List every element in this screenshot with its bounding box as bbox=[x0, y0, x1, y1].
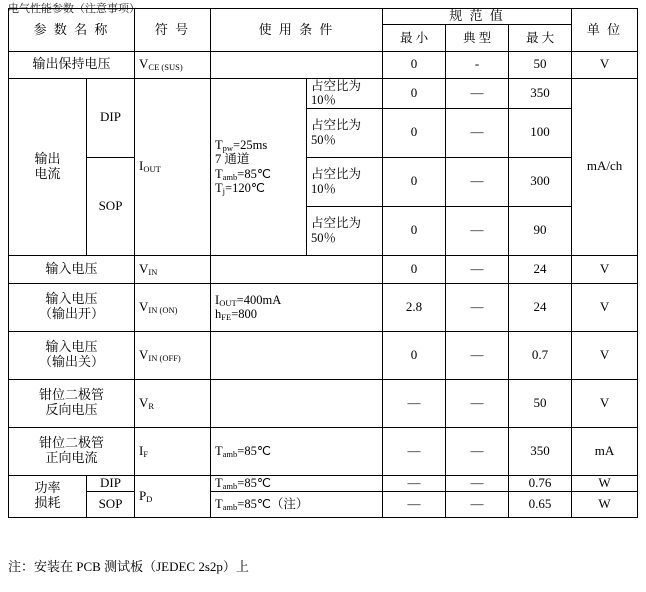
value-max: 90 bbox=[509, 206, 572, 255]
symbol-vce-sus: $V_{CE (SUS)}$ bbox=[135, 51, 211, 78]
table-row bbox=[9, 331, 638, 379]
condition-duty-1: 占空比为 10％ bbox=[307, 78, 383, 108]
header-param-name: 参 数 名 称 bbox=[9, 9, 135, 52]
table-row bbox=[9, 379, 638, 427]
symbol-vin-on: $V_{IN (ON)}$ bbox=[135, 283, 211, 331]
table-row bbox=[9, 283, 638, 331]
value-max: 300 bbox=[509, 157, 572, 206]
value-typ: — bbox=[446, 379, 509, 427]
value-typ: — bbox=[446, 206, 509, 255]
value-unit: V bbox=[572, 379, 638, 427]
value-unit: W bbox=[572, 491, 638, 517]
value-max: 0.65 bbox=[509, 491, 572, 517]
condition-empty bbox=[211, 255, 383, 283]
row-sublabel-dip: DIP bbox=[87, 78, 135, 157]
row-label-output-current: 输出 电流 bbox=[9, 78, 87, 255]
value-unit: V bbox=[572, 283, 638, 331]
table-row bbox=[9, 78, 638, 108]
top-note: 电气性能参数（注意事项） bbox=[8, 3, 140, 15]
value-typ: — bbox=[446, 475, 509, 491]
header-condition: 使 用 条 件 bbox=[211, 9, 383, 52]
table-row bbox=[9, 491, 638, 517]
value-max: 350 bbox=[509, 78, 572, 108]
row-label-clamp-diode-forward-current: 钳位二极管 正向电流 bbox=[9, 427, 135, 475]
row-label-input-voltage-off: 输入电压 （输出关） bbox=[9, 331, 135, 379]
condition-output-current: $T_{pw}=25ms$ 7 通道 $T_{amb}=85℃$ $T_j=120℃$ bbox=[211, 78, 307, 255]
row-label-input-voltage-on: 输入电压 （输出开） bbox=[9, 283, 135, 331]
header-unit: 单 位 bbox=[572, 9, 638, 52]
condition-duty-2: 占空比为 50％ bbox=[307, 108, 383, 157]
row-sublabel-dip: DIP bbox=[87, 475, 135, 491]
value-max: 50 bbox=[509, 51, 572, 78]
value-max: 100 bbox=[509, 108, 572, 157]
value-max: 0.7 bbox=[509, 331, 572, 379]
value-unit: V bbox=[572, 51, 638, 78]
symbol-iout: $I_{OUT}$ bbox=[135, 78, 211, 255]
table-row bbox=[9, 255, 638, 283]
condition-duty-3: 占空比为 10％ bbox=[307, 157, 383, 206]
condition-empty bbox=[211, 51, 383, 78]
table-row bbox=[9, 157, 638, 206]
value-unit: mA bbox=[572, 427, 638, 475]
value-min: — bbox=[383, 427, 446, 475]
value-max: 350 bbox=[509, 427, 572, 475]
table-header-row bbox=[9, 9, 638, 25]
value-typ: - bbox=[446, 51, 509, 78]
value-min: — bbox=[383, 475, 446, 491]
value-min: — bbox=[383, 491, 446, 517]
table-row bbox=[9, 475, 638, 491]
value-typ: — bbox=[446, 255, 509, 283]
condition-power-sop: $T_{amb}=85℃$（注） bbox=[211, 491, 383, 517]
header-symbol: 符 号 bbox=[135, 9, 211, 52]
value-typ: — bbox=[446, 427, 509, 475]
value-min: 0 bbox=[383, 206, 446, 255]
header-spec-value: 规 范 值 bbox=[383, 9, 572, 25]
value-min: 2.8 bbox=[383, 283, 446, 331]
row-label-output-sustain-voltage: 输出保持电压 bbox=[9, 51, 135, 78]
row-label-input-voltage: 输入电压 bbox=[9, 255, 135, 283]
symbol-vin: $V_{IN}$ bbox=[135, 255, 211, 283]
row-label-clamp-diode-reverse-voltage: 钳位二极管 反向电压 bbox=[9, 379, 135, 427]
value-typ: — bbox=[446, 78, 509, 108]
value-max: 0.76 bbox=[509, 475, 572, 491]
value-unit: mA/ch bbox=[572, 78, 638, 255]
value-typ: — bbox=[446, 108, 509, 157]
value-min: 0 bbox=[383, 78, 446, 108]
value-max: 50 bbox=[509, 379, 572, 427]
value-max: 24 bbox=[509, 283, 572, 331]
symbol-vin-off: $V_{IN (OFF)}$ bbox=[135, 331, 211, 379]
header-min: 最 小 bbox=[383, 24, 446, 51]
value-min: 0 bbox=[383, 255, 446, 283]
value-typ: — bbox=[446, 157, 509, 206]
value-min: 0 bbox=[383, 108, 446, 157]
value-unit: V bbox=[572, 255, 638, 283]
specification-table bbox=[8, 8, 638, 518]
condition-clamp-diode-forward-current: $T_{amb}=85℃$ bbox=[211, 427, 383, 475]
value-min: 0 bbox=[383, 157, 446, 206]
value-min: 0 bbox=[383, 51, 446, 78]
row-sublabel-sop: SOP bbox=[87, 157, 135, 255]
footnote: 注：安装在 PCB 测试板（JEDEC 2s2p）上 bbox=[8, 559, 249, 574]
table-row bbox=[9, 427, 638, 475]
symbol-vr: $V_R$ bbox=[135, 379, 211, 427]
value-typ: — bbox=[446, 283, 509, 331]
value-typ: — bbox=[446, 491, 509, 517]
symbol-pd: $P_D$ bbox=[135, 475, 211, 517]
symbol-if: $I_F$ bbox=[135, 427, 211, 475]
condition-input-voltage-on: $I_{OUT}=400mA$ $h_{FE}=800$ bbox=[211, 283, 383, 331]
value-max: 24 bbox=[509, 255, 572, 283]
header-max: 最 大 bbox=[509, 24, 572, 51]
condition-empty bbox=[211, 379, 383, 427]
header-typ: 典 型 bbox=[446, 24, 509, 51]
table-row bbox=[9, 51, 638, 78]
value-unit: W bbox=[572, 475, 638, 491]
row-sublabel-sop: SOP bbox=[87, 491, 135, 517]
value-min: — bbox=[383, 379, 446, 427]
value-typ: — bbox=[446, 331, 509, 379]
condition-empty bbox=[211, 331, 383, 379]
value-unit: V bbox=[572, 331, 638, 379]
condition-power-dip: $T_{amb}=85℃$ bbox=[211, 475, 383, 491]
condition-duty-4: 占空比为 50％ bbox=[307, 206, 383, 255]
value-min: 0 bbox=[383, 331, 446, 379]
row-label-power-dissipation: 功率 损耗 bbox=[9, 475, 87, 517]
